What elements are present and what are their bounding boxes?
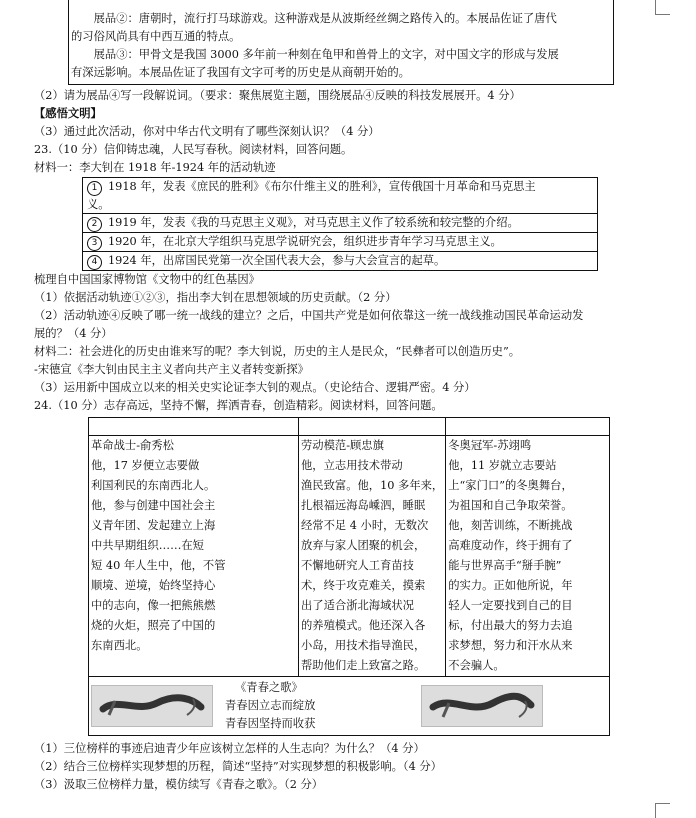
exhibit-3-cont: 有深远影响。本展品佐证了我国有文字可考的历史是从商朝开始的。 [71,66,410,79]
circled-number: 2 [87,217,102,232]
q22-sub3: （3）通过此次活动，你对中华古代文明有了哪些深刻认识？（4 分） [34,125,380,138]
timeline-row: 4 1924 年，出席国民党第一次全国代表大会，参与大会宣言的起草。 [83,252,598,271]
song-title: 《青春之歌》 [235,681,303,694]
page-corner-mark-bottom [655,803,670,818]
q24-sub3: （3）汲取三位榜样力量，模仿续写《青春之歌》。（2 分） [34,778,324,791]
model-col-2: 劳动模范-顾忠旗 他，立志用技术带动 渔民致富。他，10 多年来， 扎根福远海岛嵊泗，睡眠 经常不足 4 小时，无数次 放弃与家人团聚的机会， 不懈地研究人工育苗技 术，终于攻克难关，摸索 出了适合浙北海域状况 的养殖模式。他还深入各 小岛，用技术指导渔民， 帮助他们走上致富之路。 [299,436,446,677]
q23-heading: 23.（10 分）信仰铸忠魂，人民写春秋。阅读材料，回答问题。 [34,143,353,156]
timeline-table [82,177,598,271]
exam-page [34,0,614,794]
table-spacer-row [89,418,610,436]
brush-stroke-icon [427,689,537,723]
q23-source2: -宋德宣《李大钊由民主主义者向共产主义者转变新探》 [34,363,309,376]
page-corner-mark-top [655,0,670,15]
q23-material1-title: 材料一：李大钊在 1918 年-1924 年的活动轨迹 [34,161,276,174]
q24-sub1: （1）三位榜样的事迹启迪青少年应该树立怎样的人生志向？为什么？（4 分） [34,742,425,755]
timeline-row: 3 1920 年，在北京大学组织马克思学说研究会，组织进步青年学习马克思主义。 [83,233,598,252]
timeline-row: 2 1919 年，发表《我的马克思主义观》，对马克思主义作了较系统和较完整的介绍。 [83,214,598,233]
song-row [89,677,610,736]
song-line: 青春因立志而绽放 [225,699,316,712]
section-header: 【感悟文明】 [34,107,102,120]
exhibit-2-cont: 的习俗风尚具有中西互通的特点。 [71,30,241,43]
q24-sub2: （2）结合三位榜样实现梦想的历程，简述“坚持”对实现梦想的积极影响。（4 分） [34,760,442,773]
exhibit-3: 展品③：甲骨文是我国 3000 多年前一种刻在龟甲和兽骨上的文字，对中国文字的形成与发展 [93,48,559,61]
song-line: 青春因坚持而收获 [225,717,316,730]
exhibit-box [68,0,614,85]
role-model-row [89,436,610,677]
q22-sub2: （2）请为展品④写一段解说词。（要求：聚焦展览主题，围绕展品④反映的科技发展展开。4 分） [34,89,521,102]
song-text [225,679,375,733]
q23-sub2: （2）活动轨迹④反映了哪一统一战线的建立？之后，中国共产党是如何依靠这一统一战线推动国民革命运动发 [34,309,584,322]
brush-art-left-image [91,685,213,727]
q23-sub1: （1）依据活动轨迹①②③，指出李大钊在思想领域的历史贡献。（2 分） [34,291,397,304]
circled-number: 4 [87,255,102,270]
youth-song-block [91,679,607,733]
model-col-1: 革命战士-俞秀松 他，17 岁便立志要做 利国利民的东南西北人。 他，参与创建中国社会主 义青年团、发起建立上海 中共早期组织……在短 短 40 年人生中，他，不管 顺境、逆境，始终坚持心 中的志向，像一把熊熊燃 烧的火炬，照亮了中国的 东南西北。 [89,436,299,677]
role-models-table [88,417,610,736]
brush-art-right-image [421,685,543,727]
exhibit-2: 展品②：唐朝时，流行打马球游戏。这种游戏是从波斯经丝绸之路传入的。本展品佐证了唐代 [93,12,557,25]
timeline-row: 1 1918 年，发表《庶民的胜利》《布尔什维主义的胜利》，宣传俄国十月革命和马克思主 义。 [83,178,598,214]
circled-number: 3 [87,236,102,251]
brush-stroke-icon [97,689,207,723]
q23-source1: 梳理自中国国家博物馆《文物中的红色基因》 [34,273,260,286]
q24-heading: 24.（10 分）志存高远，坚持不懈，挥洒青春，创造精彩。阅读材料，回答问题。 [34,399,443,412]
circled-number: 1 [87,181,102,196]
model-col-3: 冬奥冠军-苏翊鸣 他，11 岁就立志要站 上“家门口”的冬奥舞台， 为祖国和自己争取荣誉。 他，刻苦训练，不断挑战 高难度动作，终于拥有了 能与世界高手“掰手腕” 的实力。正如他所说，年 轻人一定要找到自己的目 标，付出最大的努力去追 求梦想，努力和汗水从来 不会骗人。 [446,436,610,677]
q23-sub3: （3）运用新中国成立以来的相关史实论证李大钊的观点。（史论结合、逻辑严密。4 分） [34,381,476,394]
q23-material2: 材料二：社会进化的历史由谁来写的呢？李大钊说，历史的主人是民众，“民彝者可以创造历史”。 [34,345,521,358]
q23-sub2-cont: 展的？（4 分） [34,327,113,340]
